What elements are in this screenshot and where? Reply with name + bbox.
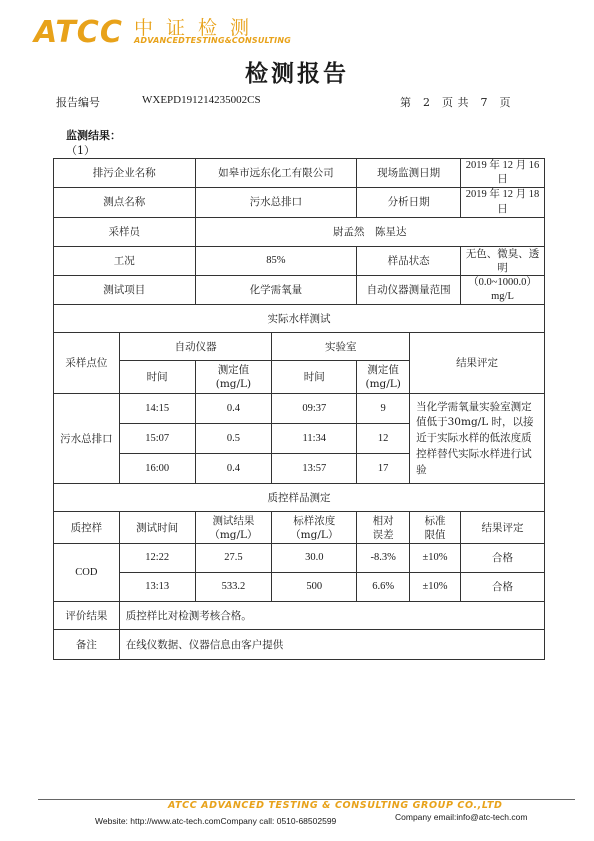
qc-sample-header: 质控样 — [54, 512, 120, 544]
eval-label: 结果评定 — [410, 333, 545, 394]
qc-std-limit: ±10% — [410, 544, 461, 573]
qc-std-limit-header: 标准 限值 — [410, 512, 461, 544]
results-subheading: （1） — [66, 144, 95, 157]
actual-header-row — [54, 333, 545, 361]
logo-english-name: ADVANCEDTESTING&CONSULTING — [134, 36, 291, 45]
logo-chinese-name: 中证检测 — [134, 17, 263, 39]
lab-label: 实验室 — [272, 333, 410, 361]
table-row — [54, 394, 545, 424]
table-row — [54, 573, 545, 602]
point-value: 污水总排口 — [195, 188, 357, 217]
qc-result: 533.2 — [195, 573, 272, 602]
sampler-value: 尉孟然 陈星达 — [195, 217, 544, 246]
qc-eval: 合格 — [461, 544, 545, 573]
qc-std-conc: 30.0 — [272, 544, 357, 573]
footer-logo: ATCC ADVANCED TESTING & CONSULTING GROUP CO.,LTD — [168, 800, 503, 811]
report-number: WXEPD191214235002CS — [142, 94, 261, 106]
item-label: 测试项目 — [54, 276, 196, 305]
qc-rel-err-header: 相对 误差 — [357, 512, 410, 544]
qc-rel-err: -8.3% — [357, 544, 410, 573]
page-title: 检测报告 — [245, 61, 349, 87]
qc-time: 12:22 — [119, 544, 195, 573]
results-table — [53, 158, 545, 660]
auto-value-header: 测定值 (mg/L) — [195, 361, 272, 394]
lab-time: 11:34 — [272, 424, 357, 454]
qc-rel-err: 6.6% — [357, 573, 410, 602]
results-heading: 监测结果： — [66, 129, 121, 142]
sampler-label: 采样员 — [54, 217, 196, 246]
conclusion-text: 当化学需氧量实验室测定值低于30mg/L 时，以接近于实际水样的低浓度质控样替代实际水样进行试验 — [410, 394, 545, 484]
qc-eval-header: 结果评定 — [461, 512, 545, 544]
site-date-value: 2019 年 12 月 16 日 — [461, 159, 545, 188]
qc-sample: COD — [54, 544, 120, 602]
company-label: 排污企业名称 — [54, 159, 196, 188]
remark-label: 备注 — [54, 630, 120, 660]
range-label: 自动仪器测量范围 — [357, 276, 461, 305]
info-row — [54, 188, 545, 217]
info-row — [54, 276, 545, 305]
footer-email: Company email:info@atc-tech.com — [395, 812, 528, 822]
qc-result: 27.5 — [195, 544, 272, 573]
lab-value: 12 — [357, 424, 410, 454]
info-row — [54, 217, 545, 246]
auto-instrument-label: 自动仪器 — [119, 333, 272, 361]
condition-value: 85% — [195, 246, 357, 275]
company-logo — [34, 11, 334, 51]
lab-value-header: 测定值 (mg/L) — [357, 361, 410, 394]
report-number-label: 报告编号 — [56, 96, 100, 109]
evaluation-row — [54, 602, 545, 630]
remark-row — [54, 630, 545, 660]
info-row — [54, 246, 545, 275]
actual-heading: 实际水样测试 — [54, 305, 545, 333]
actual-heading-row — [54, 305, 545, 333]
site-date-label: 现场监测日期 — [357, 159, 461, 188]
range-value: （0.0~1000.0）mg/L — [461, 276, 545, 305]
info-row — [54, 159, 545, 188]
item-value: 化学需氧量 — [195, 276, 357, 305]
remark-value: 在线仪数据、仪器信息由客户提供 — [119, 630, 544, 660]
auto-value: 0.5 — [195, 424, 272, 454]
qc-heading: 质控样品测定 — [54, 484, 545, 512]
qc-time-header: 测试时间 — [119, 512, 195, 544]
site-label: 采样点位 — [54, 333, 120, 394]
logo-mark: ATCC — [34, 15, 123, 50]
qc-std-conc: 500 — [272, 573, 357, 602]
auto-time: 16:00 — [119, 454, 195, 484]
condition-label: 工况 — [54, 246, 196, 275]
sample-state-value: 无色、微臭、透明 — [461, 246, 545, 275]
qc-std-limit: ±10% — [410, 573, 461, 602]
site-value: 污水总排口 — [54, 394, 120, 484]
qc-header-row — [54, 512, 545, 544]
analysis-date-label: 分析日期 — [357, 188, 461, 217]
lab-value: 9 — [357, 394, 410, 424]
auto-value: 0.4 — [195, 454, 272, 484]
qc-heading-row — [54, 484, 545, 512]
qc-eval: 合格 — [461, 573, 545, 602]
lab-time-header: 时间 — [272, 361, 357, 394]
auto-value: 0.4 — [195, 394, 272, 424]
footer-website: Website: http://www.atc-tech.comCompany call: 0510-68502599 — [95, 816, 337, 826]
qc-result-header: 测试结果 （mg/L） — [195, 512, 272, 544]
table-row — [54, 544, 545, 573]
qc-std-conc-header: 标样浓度 （mg/L） — [272, 512, 357, 544]
qc-time: 13:13 — [119, 573, 195, 602]
evaluation-label: 评价结果 — [54, 602, 120, 630]
analysis-date-value: 2019 年 12 月 18 日 — [461, 188, 545, 217]
auto-time: 15:07 — [119, 424, 195, 454]
sample-state-label: 样品状态 — [357, 246, 461, 275]
company-value: 如皋市远东化工有限公司 — [195, 159, 357, 188]
lab-value: 17 — [357, 454, 410, 484]
auto-time-header: 时间 — [119, 361, 195, 394]
point-label: 测点名称 — [54, 188, 196, 217]
evaluation-value: 质控样比对检测考核合格。 — [119, 602, 544, 630]
page-info: 第 2 页 共 7 页 — [400, 96, 511, 109]
lab-time: 09:37 — [272, 394, 357, 424]
lab-time: 13:57 — [272, 454, 357, 484]
auto-time: 14:15 — [119, 394, 195, 424]
